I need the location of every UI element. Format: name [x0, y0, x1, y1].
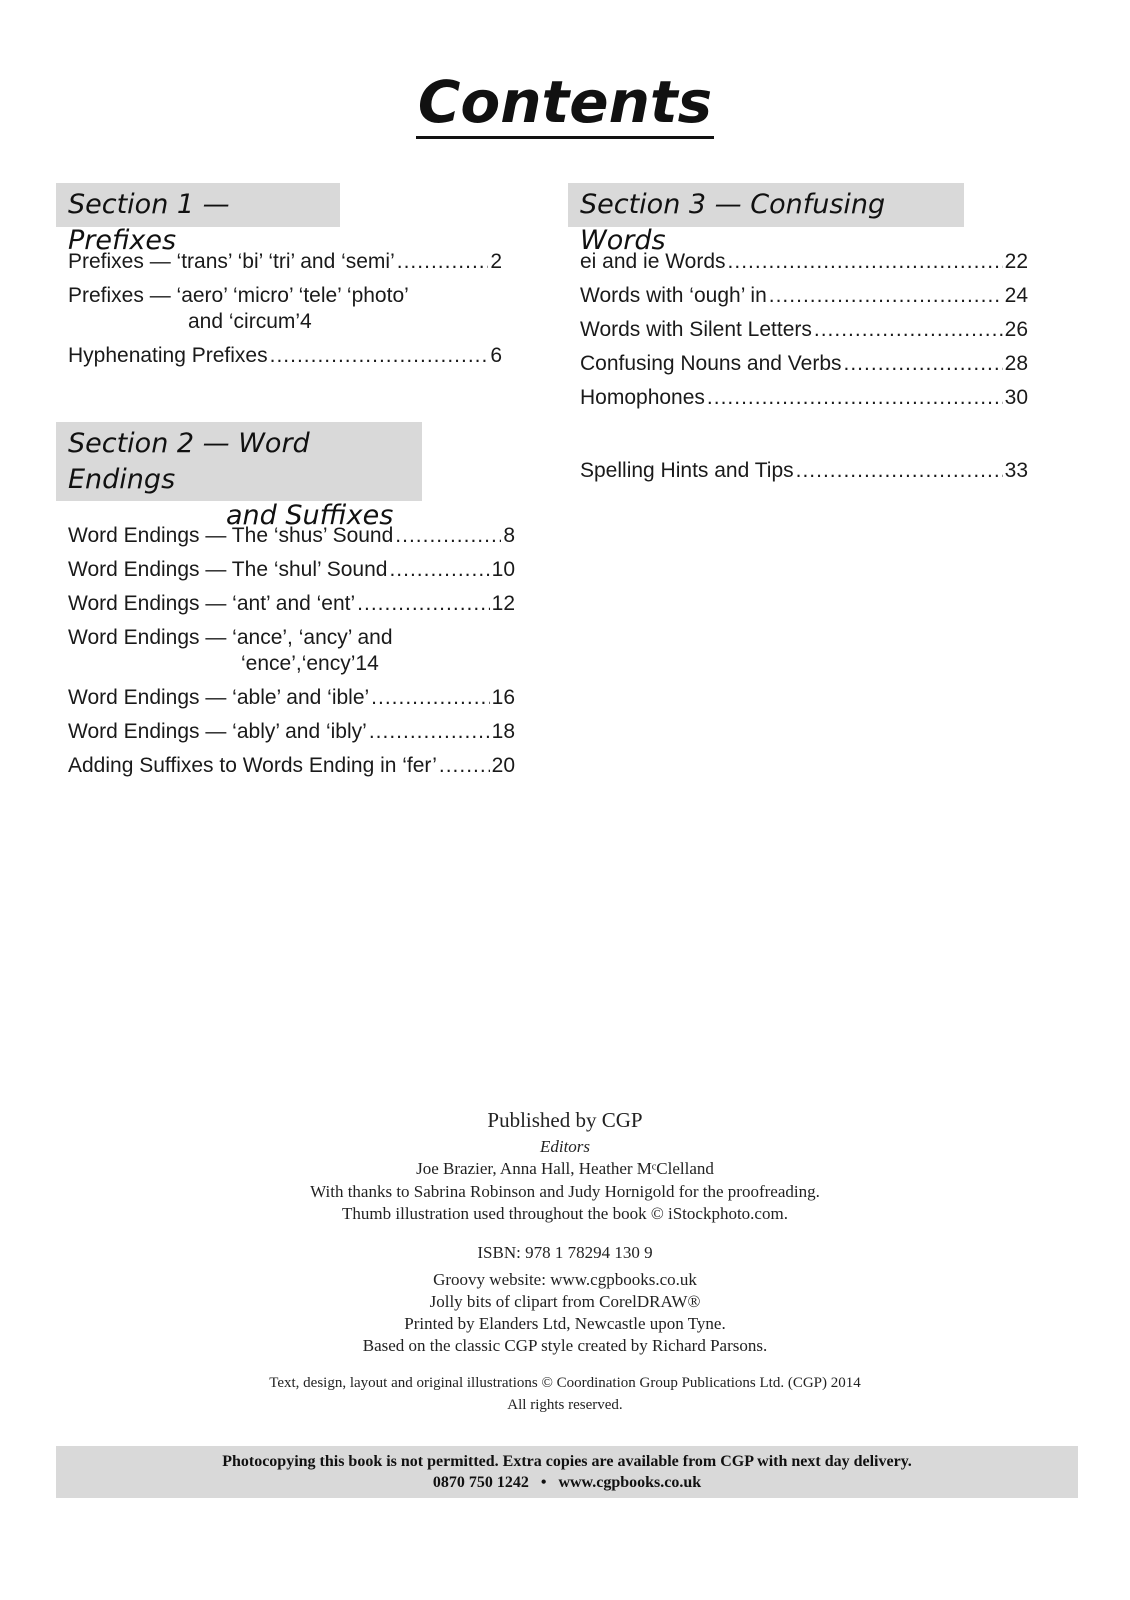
clipart-credit: Jolly bits of clipart from CorelDRAW® — [429, 1292, 701, 1311]
toc-entry[interactable] — [580, 317, 1028, 343]
toc-entry-label: Word Endings — The ‘shul’ Sound — [68, 558, 388, 581]
footer-line-1: Photocopying this book is not permitted. Extra copies are available from CGP with next day delivery. — [222, 1453, 912, 1470]
toc-leader-dots — [357, 591, 489, 617]
toc-entry-label: Words with ‘ough’ in — [580, 284, 767, 307]
toc-entry-label: Word Endings — ‘able’ and ‘ible’ — [68, 686, 370, 709]
toc-leader-dots — [439, 753, 490, 779]
toc-leader-dots — [369, 719, 490, 745]
rights-line: All rights reserved. — [507, 1397, 623, 1413]
toc-entry-page: 30 — [1004, 386, 1028, 409]
toc-leader-dots — [728, 249, 1003, 275]
toc-leader-dots — [270, 343, 489, 369]
toc-entry[interactable] — [580, 385, 1028, 411]
section-1-heading — [56, 183, 340, 256]
section-2-toc — [68, 523, 515, 787]
toc-entry-label: Prefixes — ‘aero’ ‘micro’ ‘tele’ ‘photo’ — [68, 284, 409, 307]
extra-toc — [580, 458, 1028, 492]
toc-entry-label: Adding Suffixes to Words Ending in ‘fer’ — [68, 754, 437, 777]
toc-entry-label: Hyphenating Prefixes — [68, 344, 268, 367]
toc-entry-page: 18 — [491, 720, 515, 743]
page-title — [0, 68, 1130, 136]
toc-entry[interactable] — [68, 753, 515, 779]
toc-leader-dots — [389, 557, 489, 583]
toc-leader-dots — [769, 283, 1003, 309]
toc-entry[interactable] — [580, 351, 1028, 377]
toc-entry-page: 10 — [491, 558, 515, 581]
toc-entry[interactable] — [68, 249, 502, 275]
isbn: ISBN: 978 1 78294 130 9 — [477, 1243, 653, 1262]
toc-entry[interactable] — [68, 557, 515, 583]
section-3-heading-text: Section 3 — Confusing Words — [580, 189, 886, 256]
toc-entry-page: 24 — [1004, 284, 1028, 307]
toc-entry-label-continued: ‘ence’,‘ency’ — [241, 652, 356, 675]
toc-leader-dots — [814, 317, 1003, 343]
toc-entry-page: 14 — [355, 652, 379, 675]
toc-entry-label: Word Endings — ‘ably’ and ‘ibly’ — [68, 720, 367, 743]
published-by: Published by CGP — [487, 1108, 643, 1132]
toc-entry-label: Word Endings — ‘ance’, ‘ancy’ and — [68, 626, 393, 649]
section-2-heading-line1: Section 2 — Word Endings — [68, 428, 310, 495]
toc-leader-dots — [796, 458, 1003, 484]
toc-entry[interactable] — [68, 523, 515, 549]
editors-names: Joe Brazier, Anna Hall, Heather MᶜClelland — [416, 1159, 714, 1178]
toc-entry-page: 4 — [300, 310, 312, 333]
toc-entry-page: 26 — [1004, 318, 1028, 341]
toc-entry-page: 6 — [490, 344, 502, 367]
toc-leader-dots — [395, 523, 501, 549]
section-3-toc — [580, 249, 1028, 419]
toc-entry-page: 12 — [491, 592, 515, 615]
toc-entry[interactable] — [68, 625, 515, 677]
copyright-line: Text, design, layout and original illustrations © Coordination Group Publications Ltd. (CGP) 2014 — [269, 1375, 861, 1391]
toc-leader-dots — [707, 385, 1003, 411]
section-1-toc — [68, 249, 502, 377]
toc-entry[interactable] — [68, 685, 515, 711]
toc-entry[interactable] — [68, 283, 502, 335]
toc-entry-page: 16 — [491, 686, 515, 709]
footer-line-2: 0870 750 1242 • www.cgpbooks.co.uk — [432, 1474, 702, 1491]
toc-entry[interactable] — [580, 458, 1028, 484]
editors-label: Editors — [539, 1137, 591, 1156]
toc-entry-label: Spelling Hints and Tips — [580, 459, 794, 482]
toc-entry-label: Words with Silent Letters — [580, 318, 812, 341]
footer-notice — [56, 1446, 1078, 1498]
section-2-heading — [56, 422, 422, 531]
toc-entry-page: 2 — [490, 250, 502, 273]
toc-entry-label: Prefixes — ‘trans’ ‘bi’ ‘tri’ and ‘semi’ — [68, 250, 395, 273]
toc-entry-page: 20 — [491, 754, 515, 777]
toc-entry[interactable] — [68, 343, 502, 369]
printer-line: Printed by Elanders Ltd, Newcastle upon Tyne. — [404, 1314, 726, 1333]
toc-entry-page: 8 — [503, 524, 515, 547]
toc-entry-label: ei and ie Words — [580, 250, 726, 273]
toc-leader-dots — [371, 685, 489, 711]
toc-entry-page: 22 — [1004, 250, 1028, 273]
toc-entry-label: Word Endings — ‘ant’ and ‘ent’ — [68, 592, 356, 615]
toc-entry-label: Homophones — [580, 386, 705, 409]
toc-entry[interactable] — [580, 249, 1028, 275]
website-line: Groovy website: www.cgpbooks.co.uk — [433, 1270, 697, 1289]
based-on-line: Based on the classic CGP style created by Richard Parsons. — [362, 1336, 768, 1355]
toc-entry-label-continued: and ‘circum’ — [188, 310, 301, 333]
toc-entry-page: 33 — [1004, 459, 1028, 482]
toc-leader-dots — [844, 351, 1003, 377]
section-3-heading — [568, 183, 964, 256]
toc-entry[interactable] — [580, 283, 1028, 309]
section-2-heading-line2: and Suffixes — [226, 500, 394, 531]
thanks-line: With thanks to Sabrina Robinson and Judy Hornigold for the proofreading. — [310, 1182, 820, 1201]
toc-entry[interactable] — [68, 591, 515, 617]
thumb-credit: Thumb illustration used throughout the book © iStockphoto.com. — [342, 1204, 788, 1223]
toc-entry[interactable] — [68, 719, 515, 745]
toc-entry-page: 28 — [1004, 352, 1028, 375]
toc-leader-dots — [397, 249, 489, 275]
section-1-heading-text: Section 1 — Prefixes — [68, 189, 230, 256]
page-title-text: Contents — [416, 68, 714, 139]
toc-entry-label: Confusing Nouns and Verbs — [580, 352, 842, 375]
toc-entry-label: Word Endings — The ‘shus’ Sound — [68, 524, 394, 547]
